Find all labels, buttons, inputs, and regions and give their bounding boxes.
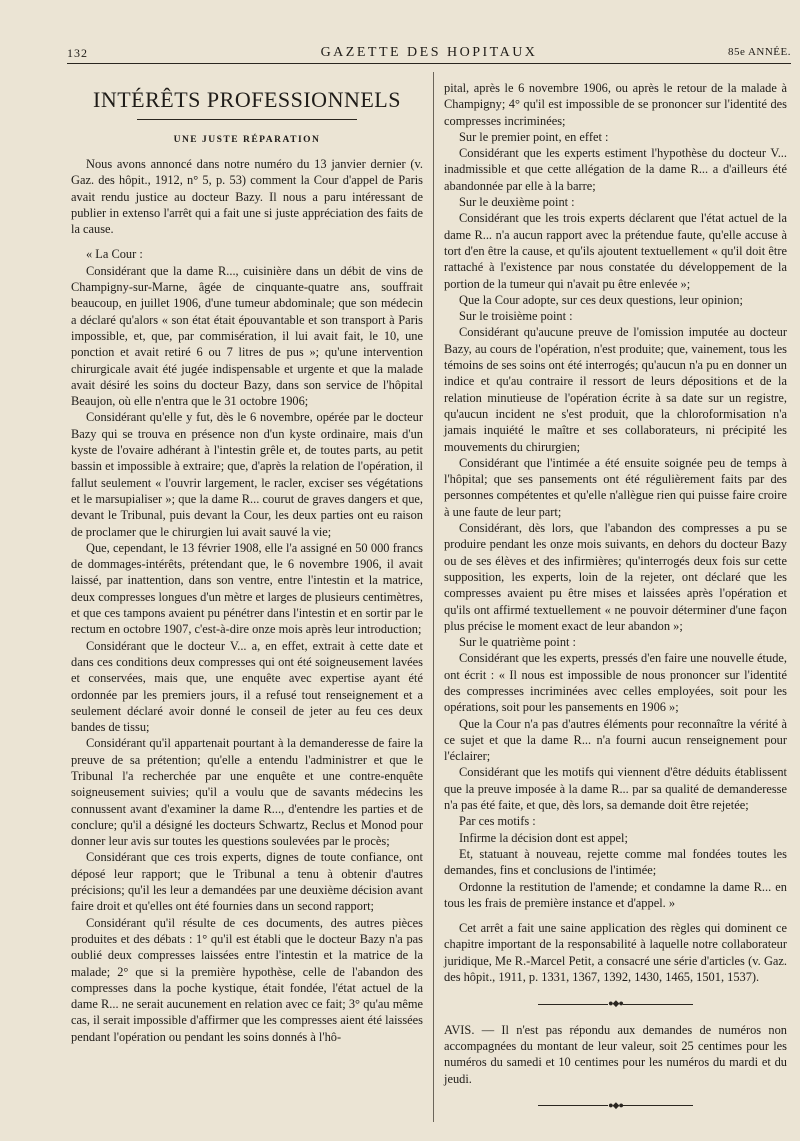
- journal-title: GAZETTE DES HOPITAUX: [320, 45, 538, 60]
- header-rule: [67, 63, 791, 64]
- closing-paragraph: Cet arrêt a fait une saine application des règles qui dominent ce chapitre important de la responsabilité à laquelle notre collaborateur juridique, Me R.-Marcel Petit, a consacré une série d'articles (v. Gaz. des hôpit., 1911, p. 1331, 1367, 1392, 1430, 1465, 1501, 1537).: [444, 921, 787, 985]
- paragraph: Considérant que l'intimée a été ensuite soignée peu de temps à l'hôpital; que ses pansements ont été régulièrement faits par des personnes compétentes et qu'elle n'allègue rien qui puisse faire croire à une faute de leur part;: [444, 455, 787, 519]
- paragraph: Considérant que les experts, pressés d'en faire une nouvelle étude, ont écrit : « Il nous est impossible de nous prononcer sur l'identité des compresses incriminées avec celles employées, soit pour les opérations, soit pour les pansements en 1906 »;: [444, 651, 787, 715]
- paragraph: Sur le premier point, en effet :: [459, 129, 609, 144]
- ornament-glyph: ●◆●: [608, 1099, 623, 1110]
- paragraph: Considérant que ces trois experts, dignes de toute confiance, ont déposé leur rapport; que le Tribunal a tenu à obtenir d'autres précisions; qu'il les leur a demandées par une deuxième décision avant faire droit et qu'elles ont été fournies dans un second rapport;: [71, 850, 423, 914]
- ornament-separator: [444, 995, 787, 1011]
- paragraph: Considérant qu'il résulte de ces documents, des autres pièces produites et des débats : 1° qu'il est établi que le docteur Bazy n'a pas oublié deux compresses laissées entre l'intestin et la matrice de la malade; 2° que si la première hypothèse, celle de l'abandon des compresses dans la poche kystique, était fondée, l'état actuel de la dame R... ne serait aucunement en relation avec ce fait; 3° qu'au même cas, il serait impossible d'affirmer que les compresses aient été laissées pendant l'opération ou pendant les soins donnés à l'hô-: [71, 915, 423, 1044]
- ornament-separator-bottom: [444, 1097, 787, 1113]
- paragraph: Sur le troisième point :: [459, 309, 573, 324]
- paragraph: Que la Cour adopte, sur ces deux questions, leur opinion;: [459, 292, 743, 307]
- paragraph: Par ces motifs :: [459, 814, 536, 829]
- page-header: [67, 44, 791, 64]
- paragraph: Considérant qu'il appartenait pourtant à la demanderesse de faire la preuve de sa prétention; qu'elle a entendu l'administrer et que le Tribunal l'a recherchée par une enquête et une contre-enquête soigneusement suivies; qu'il a voulu que de savants médecins les connussent avant d'examiner la dame R..., d'entendre les parties et de conclure; qu'il a désigné les docteurs Schwartz, Reclus et Monod pour donner leur avis sur toutes les questions soulevées par le procès;: [71, 736, 423, 849]
- paragraph: Que, cependant, le 13 février 1908, elle l'a assigné en 50 000 francs de dommages-intérêts, prétendant que, le 6 novembre 1906, il avait laissé, par inattention, dans son ventre, entre l'intestin et la matrice, deux compresses longues d'un mètre et larges de plusieurs centimètres, et que ces tampons avaient pu pénétrer dans l'intestin et en sortir par le rectum en octobre 1907, c'est-à-dire onze mois après leur introduction;: [71, 540, 423, 637]
- paragraph: « La Cour :: [86, 247, 143, 262]
- paragraph: Considérant qu'elle y fut, dès le 6 novembre, opérée par le docteur Bazy qui se trouva en présence non d'un kyste ordinaire, mais d'un kyste de l'ovaire adhérant à l'intestin grêle et, de toutes parts, au petit bassin et impossible à extraire; que, d'après la relation de l'opération, il fallut seulement « l'ouvrir largement, le racler, exciser ses végétations et le marsupialiser »; que la dame R... courut de graves dangers et que, devant le Tribunal, puis devant la Cour, les deux parties ont eu raison de proclamer que le chirurgien lui avait sauvé la vie;: [71, 410, 423, 539]
- paragraph: Infirme la décision dont est appel;: [459, 830, 628, 845]
- paragraph: Que la Cour n'a pas d'autres éléments pour reconnaître la vérité à ce sujet et que la dame R... n'a fourni aucun renseignement pour l'éclairer;: [444, 716, 787, 764]
- section-title: INTÉRÊTS PROFESSIONNELS: [93, 87, 401, 112]
- section-rule: [137, 119, 357, 120]
- paragraph: Considérant que les trois experts déclarent que l'état actuel de la dame R... n'a aucun rapport avec la prétendue faute, qu'elle accuse à tort d'en être la cause, et qu'ils ajoutent textuellement « qu'il doit être rattaché à l'existence par nous constatée du développement de la portion de la tumeur qui n'avait pu être enlevée »;: [444, 211, 787, 291]
- notice-label: AVIS.: [444, 1022, 475, 1037]
- notice-text: — Il n'est pas répondu aux demandes de numéros non accompagnées du montant de leur valeur, soit 25 centimes pour les numéros du samedi et 10 centimes pour les numéros du mardi et du jeudi.: [444, 1022, 787, 1086]
- paragraph: Sur le deuxième point :: [459, 195, 575, 210]
- paragraph: pital, après le 6 novembre 1906, ou après le retour de la malade à Champigny; 4° qu'il est impossible de se prononcer sur l'identité des compresses incriminées;: [444, 81, 787, 128]
- paragraph: Considérant qu'aucune preuve de l'omission imputée au docteur Bazy, au cours de l'opération, n'est produite; que, vainement, tous les témoins de ses soins ont été interrogés; qu'aucun n'a pu en donner un indice et qu'au contraire il ressort de leurs dépositions et de la relation minutieuse de l'opération écrite à sa date sur un registre, qu'aucun incident ne s'est produit, que la chloroformisation n'a jamais inquiété le maître et ses collaborateurs, ni précipité les mouvements du chirurgien;: [444, 325, 787, 454]
- page-number: 132: [67, 46, 88, 60]
- paragraph: Considérant que la dame R..., cuisinière dans un débit de vins de Champigny-sur-Marne, âgée de cinquante-quatre ans, souffrait beaucoup, en juillet 1906, d'une tumeur abdominale; que son médecin a déclaré qu'alors « son état était épouvantable et son transport à Paris impossible, et, que, par commisération, il lui avait fait, le 10, une ponction et avait retiré 6 ou 7 litres de pus »; qu'une intervention chirurgicale avait été jugée indispensable et urgente et que la malade avait désiré les soins du docteur Bazy, dans son service de l'hôpital Beaujon, où elle n'entra que le 31 octobre 1906;: [71, 263, 423, 409]
- paragraph: Considérant que les motifs qui viennent d'être déduits établissent que la preuve imposée à la dame R... par sa qualité de demanderesse n'a pas été faite, et que, dès lors, sa demande doit être rejetée;: [444, 765, 787, 813]
- journal-year: 85e ANNÉE.: [727, 46, 791, 58]
- paragraph: Nous avons annoncé dans notre numéro du 13 janvier dernier (v. Gaz. des hôpit., 1912, n° 5, p. 53) comment la Cour d'appel de Paris avait rendu justice au docteur Bazy. Il nous a paru intéressant de publier in extenso l'arrêt qui a fait une si juste appréciation des faits de la cause.: [71, 157, 423, 237]
- column-divider: [433, 72, 434, 1122]
- paragraph: Considérant que le docteur V... a, en effet, extrait à cette date et dans ces conditions deux compresses qui ont été soigneusement lavées et conservées, mais que, une enquête avec expertise ayant été ordonnée par les premiers jours, il a refusé tout renseignement et a seulement déclaré avoir donné le conseil de jeter au feu ces deux bandes de tissu;: [71, 638, 423, 735]
- notice-paragraph: [444, 1022, 787, 1087]
- paragraph: Ordonne la restitution de l'amende; et condamne la dame R... en tous les frais de première instance et d'appel. »: [444, 879, 787, 910]
- left-column: [71, 72, 423, 1045]
- article-subtitle: UNE JUSTE RÉPARATION: [173, 135, 321, 145]
- right-column: [444, 80, 787, 1123]
- paragraph: Et, statuant à nouveau, rejette comme mal fondées toutes les demandes, fins et conclusions de l'intimée;: [444, 846, 787, 878]
- paragraph: Considérant, dès lors, que l'abandon des compresses a pu se produire pendant les onze mois suivants, en dehors du docteur Bazy ou de ses élèves et des infirmières; qu'interrogés deux fois sur cette supposition, les experts, loin de la rejeter, ont déclaré que les compresses avaient pu être mises et laissées après l'opération et qu'ils ont affirmé textuellement « ne pouvoir déterminer d'une façon plus précise le moment exact de leur abandon »;: [444, 521, 787, 633]
- ornament-glyph: ●◆●: [608, 998, 623, 1009]
- paragraph: Sur le quatrième point :: [459, 635, 576, 650]
- paragraph: Considérant que les experts estiment l'hypothèse du docteur V... inadmissible et que cette allégation de la dame R... a d'ailleurs été abandonnée par elle à la barre;: [444, 146, 787, 193]
